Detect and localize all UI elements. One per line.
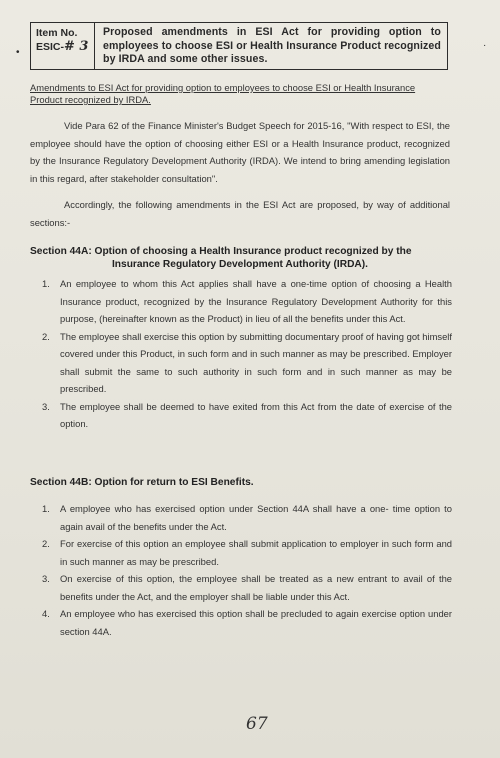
section-44a-heading-line1: Section 44A: Option of choosing a Health Insurance product recognized by the <box>30 246 412 257</box>
list-text: For exercise of this option an employee shall submit application to employer in such form and in such manner as may be prescribed. <box>60 538 452 567</box>
item-label: Item No. <box>36 27 78 39</box>
list-number: 2. <box>42 538 50 549</box>
list-text: On exercise of this option, the employee shall be treated as a new entrant to avail of the benefits under the Act, and the employer shall be liable under this Act. <box>60 573 452 602</box>
list-number: 1. <box>42 278 50 289</box>
list-number: 2. <box>42 330 50 342</box>
item-number-cell <box>31 23 95 69</box>
margin-dot: • <box>16 47 20 58</box>
accordingly-text: Accordingly, the following amendments in the ESI Act are proposed, by way of additional sections:- <box>30 199 450 228</box>
list-item <box>30 275 452 328</box>
page-number: 67 <box>246 714 268 734</box>
list-number: 3. <box>42 400 50 412</box>
list-text: The employee shall be deemed to have exited from this Act from the date of exercise of the option. <box>60 400 452 429</box>
item-code-line <box>36 40 94 54</box>
item-number-handwritten: # 3 <box>64 39 89 54</box>
item-title: Proposed amendments in ESI Act for providing option to employees to choose ESI or Health Insurance Product recognized by IRDA and some other issues. <box>103 26 441 65</box>
list-number: 1. <box>42 503 50 514</box>
list-text: The employee shall exercise this option by submitting documentary proof of having got himself covered under this Product, in such form and in such manner as may be prescribed. Employer shall submit the same to such authority in such form and in such manner as may be prescribed. <box>60 330 452 394</box>
section-44b-heading: Section 44B: Option for return to ESI Benefits. <box>30 477 254 488</box>
list-number: 3. <box>42 573 50 584</box>
list-item <box>30 605 452 640</box>
list-number: 4. <box>42 608 50 619</box>
intro-paragraph <box>30 117 450 187</box>
list-text: An employee to whom this Act applies shall have a one-time option of choosing a Health Insurance product, recognized by the Insurance Regulatory Development Authority for this purpose, (hereinafter known as the Product) in lieu of all the benefits under this Act. <box>60 278 452 324</box>
list-item <box>30 535 452 570</box>
section-44a-heading-line2: Insurance Regulatory Development Authority (IRDA). <box>111 259 369 270</box>
section-44a-heading <box>30 245 450 271</box>
list-item <box>30 570 452 605</box>
item-code: ESIC- <box>36 41 65 53</box>
accordingly-paragraph <box>30 196 450 231</box>
intro-text: Vide Para 62 of the Finance Minister's Budget Speech for 2015-16, "With respect to ESI, the employee should have the option of choosing either ESI or a Health Insurance product, recognized by the Insurance Regulatory Development Authority (IRDA). We intend to bring amending legislation in this regard, after stakeholder consultation". <box>30 120 450 184</box>
list-text: An employee who has exercised this option shall be precluded to again exercise option under section 44A. <box>60 608 452 637</box>
section-44b-list <box>30 500 452 640</box>
list-item <box>30 500 452 535</box>
item-header-box <box>30 22 448 70</box>
underlined-subheading: Amendments to ESI Act for providing option to employees to choose ESI or Health Insurance Product recognized by IRDA. <box>30 82 416 105</box>
list-item <box>30 328 452 398</box>
section-44a-list <box>30 275 452 433</box>
list-item <box>30 398 452 433</box>
margin-mark: · <box>483 40 487 51</box>
list-text: A employee who has exercised option under Section 44A shall have a one- time option to again avail of the benefits under the Act. <box>60 503 452 532</box>
